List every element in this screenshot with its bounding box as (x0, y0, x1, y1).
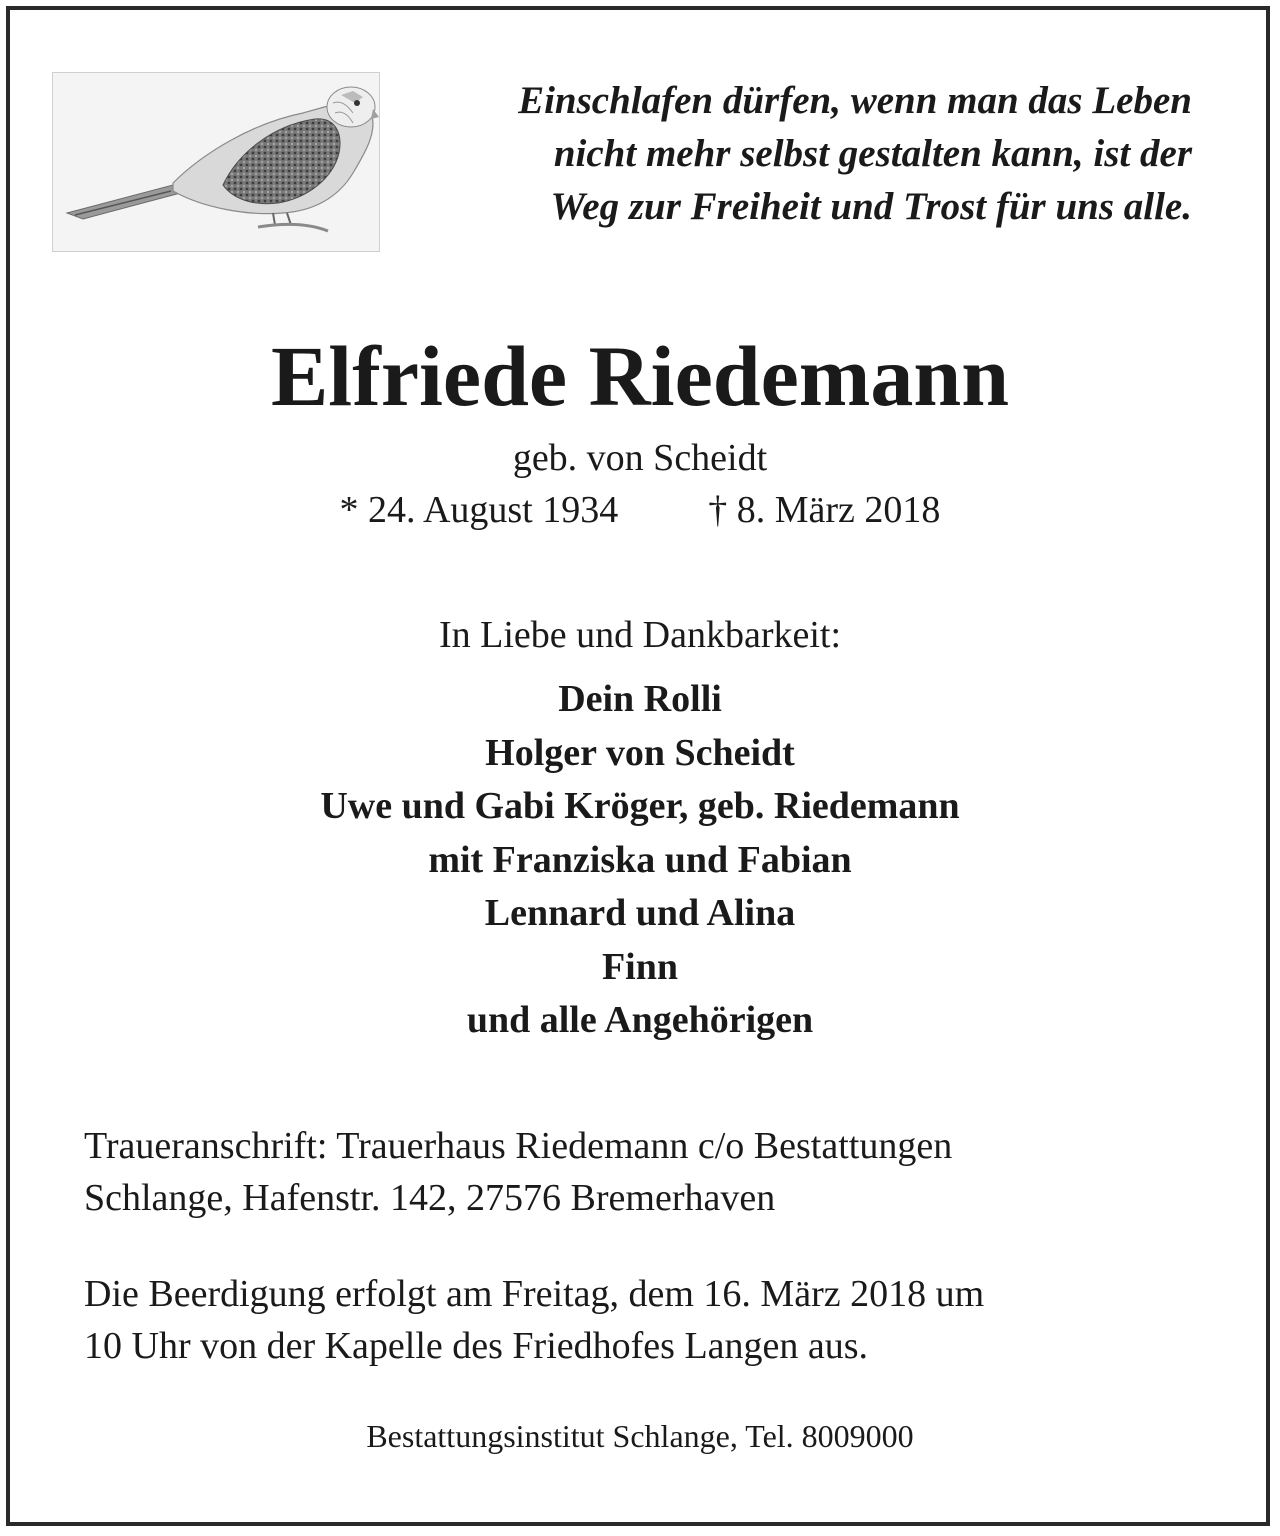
funeral-line: 10 Uhr von der Kapelle des Friedhofes Langen aus. (84, 1325, 869, 1367)
born-name: geb. von Scheidt (512, 437, 768, 479)
mourner-name: Finn (601, 945, 679, 988)
bird-image (52, 72, 380, 252)
mourner-name: Uwe und Gabi Kröger, geb. Riedemann (320, 785, 960, 827)
mourner-name: mit Franziska und Fabian (428, 838, 852, 881)
birth-date: * 24. August 1934 (339, 489, 619, 531)
mourner-name: Holger von Scheidt (485, 731, 795, 774)
mourners-list (0, 673, 1280, 1048)
deceased-name: Elfriede Riedemann (270, 328, 1010, 424)
motto-line: Einschlafen dürfen, wenn man das Leben (518, 79, 1192, 122)
death-date: † 8. März 2018 (708, 489, 941, 531)
motto-line: nicht mehr selbst gestalten kann, ist der (553, 132, 1192, 175)
mourners-intro: In Liebe und Dankbarkeit: (438, 614, 842, 656)
funeral-info (84, 1268, 1204, 1372)
motto-verse (392, 74, 1192, 233)
mourner-name: und alle Angehörigen (466, 999, 814, 1041)
address-line: Traueranschrift: Trauerhaus Riedemann c/o Bestattungen (84, 1125, 953, 1167)
budgerigar-icon (53, 73, 380, 252)
mourner-name: Lennard und Alina (484, 892, 796, 934)
mourning-address (84, 1120, 1204, 1224)
funeral-home-contact: Bestattungsinstitut Schlange, Tel. 8009000 (366, 1418, 914, 1454)
motto-line: Weg zur Freiheit und Trost für uns alle. (550, 185, 1192, 228)
funeral-line: Die Beerdigung erfolgt am Freitag, dem 16. März 2018 um (84, 1273, 985, 1315)
address-line: Schlange, Hafenstr. 142, 27576 Bremerhaven (84, 1177, 776, 1219)
mourner-name: Dein Rolli (558, 678, 722, 720)
life-dates (0, 486, 1280, 534)
